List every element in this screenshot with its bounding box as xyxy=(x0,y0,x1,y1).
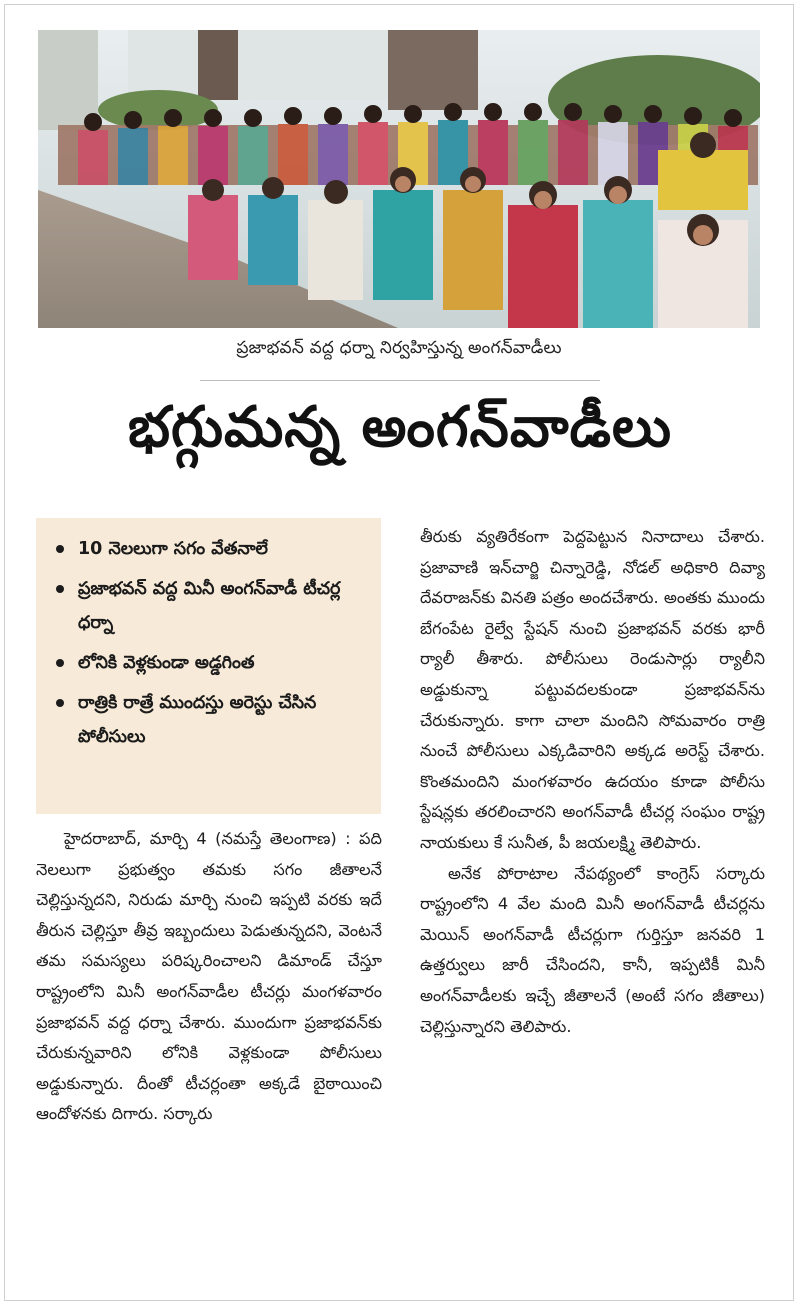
bullet-icon xyxy=(56,585,64,593)
highlight-text: 10 నెలలుగా సగం వేతనాలే xyxy=(78,539,268,559)
article-column-left xyxy=(36,824,382,1130)
article-column-right xyxy=(420,522,765,1042)
highlight-item xyxy=(50,532,373,566)
photo-icon xyxy=(38,30,760,328)
article-paragraph: హైదరాబాద్, మార్చి 4 (నమస్తే తెలంగాణ) : పది నెలలుగా ప్రభుత్వం తమకు సగం జీతాలనే చెల్లిస్తున్నదని, నిరుడు మార్చి నుంచి ఇప్పటి వరకు ఇదే తీరున చెల్లిస్తూ తీవ్ర ఇబ్బందులు పెడుతున్నదని, వెంటనే తమ సమస్యలు పరిష్కరించాలని డిమాండ్ చేస్తూ రాష్ట్రంలోని మినీ అంగన్‌వాడీల టీచర్లు మంగళవారం ప్రజాభవన్ వద్ద ధర్నా చేశారు. ముందుగా ప్రజాభవన్‌కు చేరుకున్నవారిని లోనికి వెళ్లకుండా పోలీసులు అడ్డుకున్నారు. దీంతో టీచర్లంతా అక్కడే బైఠాయించి ఆందోళనకు దిగారు. సర్కారు xyxy=(36,829,382,1124)
photo-caption: ప్రజాభవన్ వద్ద ధర్నా నిర్వహిస్తున్న అంగన్‌వాడీలు xyxy=(236,338,562,358)
highlight-text: లోనికి వెళ్లకుండా అడ్డగింత xyxy=(78,653,255,673)
highlight-item xyxy=(50,646,373,680)
highlights-box xyxy=(36,518,381,814)
article-paragraph: తీరుకు వ్యతిరేకంగా పెద్దపెట్టున నినాదాలు చేశారు. ప్రజావాణి ఇన్‌చార్జి చిన్నారెడ్డి, నోడల్ అధికారి దివ్యా దేవరాజన్‌కు వినతి పత్రం అందచేశారు. అంతకు ముందు బేగంపేట రైల్వే స్టేషన్ నుంచి ప్రజాభవన్ వరకు భారీ ర్యాలీ తీశారు. పోలీసులు రెండుసార్లు ర్యాలీని అడ్డుకున్నా పట్టువదలకుండా ప్రజాభవన్‌ను చేరుకున్నారు. కాగా చాలా మందిని సోమవారం రాత్రి నుంచే పోలీసులు ఎక్కడివారిని అక్కడ అరెస్ట్ చేశారు. కొంతమందిని మంగళవారం ఉదయం కూడా పోలీసు స్టేషన్లకు తరలించారని అంగన్‌వాడీ టీచర్ల సంఘం రాష్ట్ర నాయకులు కే సునీత, పీ జయలక్ష్మి తెలిపారు. xyxy=(420,527,765,852)
highlight-item xyxy=(50,686,373,754)
highlight-item xyxy=(50,572,373,640)
bullet-icon xyxy=(56,699,64,707)
article-paragraph: అనేక పోరాటాల నేపథ్యంలో కాంగ్రెస్ సర్కారు రాష్ట్రంలోని 4 వేల మంది మినీ అంగన్‌వాడీ టీచర్లను మెయిన్ అంగన్‌వాడీ టీచర్లుగా గుర్తిస్తూ జనవరి 1 ఉత్తర్వులు జారీ చేసిందని, కానీ, ఇప్పటికీ మినీ అంగన్‌వాడీలకు ఇచ్చే జీతాలనే (అంటే సగం జీతాలు) చెల్లిస్తున్నారని తెలిపారు. xyxy=(420,863,765,1036)
bullet-icon xyxy=(56,545,64,553)
bullet-icon xyxy=(56,659,64,667)
news-photo xyxy=(38,30,760,328)
headline: భగ్గుమన్న అంగన్‌వాడీలు xyxy=(127,395,673,460)
divider xyxy=(200,380,600,381)
highlight-text: ప్రజాభవన్ వద్ద మినీ అంగన్‌వాడీ టీచర్ల ధర్నా xyxy=(78,579,341,633)
highlight-text: రాత్రికి రాత్రే ముందస్తు అరెస్టు చేసిన పోలీసులు xyxy=(78,693,317,747)
